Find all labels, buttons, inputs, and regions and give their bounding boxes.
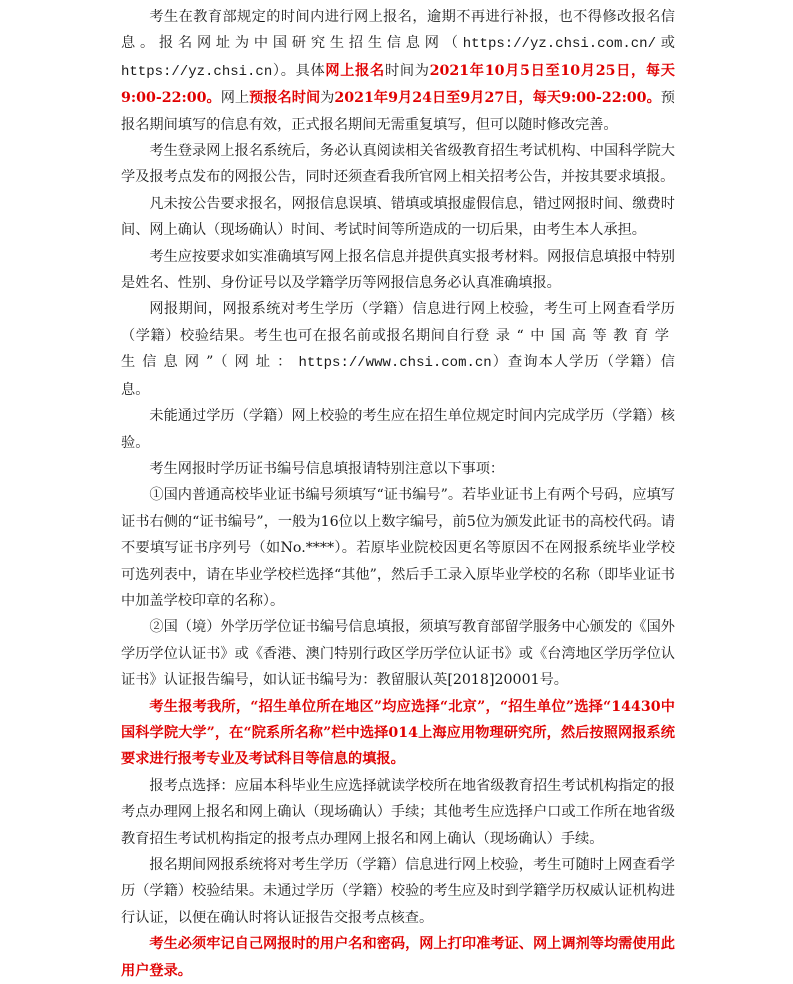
highlight-registration-dates: 2021年10月5日至10月25日，每天9:00-22:00。	[121, 62, 675, 107]
text: 网报期间，网报系统对考生学历（学籍）信息进行网上校验，考生可上网查看学历（学籍）校验结果。考生也可在报名前或报名期间自行	[121, 301, 675, 344]
link-url-yz-chsi-com-cn[interactable]: https://yz.chsi.com.cn/	[462, 36, 656, 53]
paragraph-foreign-certificate: ②国（境）外学历学位证书编号信息填报，须填写教育部留学服务中心颁发的《国外学历学位认证书》或《香港、澳门特别行政区学历学位认证书》或《台湾地区学历学位认证书》认证报告编号，如认证书编号为：教留服认英[2018]20001号。	[121, 619, 675, 689]
paragraph-exam-site: 报考点选择：应届本科毕业生应选择就读学校所在地省级教育招生考试机构指定的报考点办理网上报名和网上确认（现场确认）手续；其他考生应选择户口或工作所在地省级教育招生考试机构指定的报考点办理网上报名和网上确认（现场确认）手续。	[121, 777, 675, 847]
paragraph-registration-time	[121, 4, 675, 138]
paragraph-verification-deadline: 未能通过学历（学籍）网上校验的考生应在招生单位规定时间内完成学历（学籍）核验。	[121, 408, 675, 451]
paragraph-accurate-info: 考生应按要求如实准确填写网上报名信息并提供真实报考材料。网报信息填报中特别是姓名、性别、身份证号以及学籍学历等网报信息务必认真准确填报。	[121, 248, 675, 292]
paragraph-certificate-notes: 考生网报时学历证书编号信息填报请特别注意以下事项：	[149, 460, 505, 477]
paragraph-read-announcements: 考生登录网上报名系统后，务必认真阅读相关省级教育招生考试机构、中国科学院大学及报考点发布的网报公告，同时还须查看我所官网上相关招考公告，并按其要求填报。	[121, 143, 675, 186]
text: 预报名期间填写的信息有效，正式报名期间无需重复填写，但可以随时修改完善。	[121, 90, 675, 133]
highlight-online-registration: 网上报名	[325, 62, 385, 79]
highlight-pre-registration-dates: 2021年9月24日至9月27日，每天9:00-22:00。	[334, 90, 661, 107]
text: 网上	[220, 90, 250, 107]
paragraph-domestic-certificate: ①国内普通高校毕业证书编号须填写“证书编号”。若毕业证书上有两个号码，应填写证书右侧的“证书编号”，一般为16位以上数字编号，前5位为颁发此证书的高校代码。请不要填写证书序列号（如No.****）。若原毕业院校因更名等原因不在网报系统毕业学校可选列表中，请在毕业学校栏选择“其他”，然后手工录入原毕业学校的名称（即毕业证书中加盖学校印章的名称）。	[121, 487, 675, 609]
link-url-chsi[interactable]: https://www.chsi.com.cn	[298, 355, 492, 372]
text: ）。具体	[272, 62, 326, 79]
text: 登录“中国高等教育学生信息网”（网址：	[121, 327, 675, 371]
text: 或	[655, 35, 675, 52]
text: ）查询本人学历（学籍）信息。	[121, 354, 675, 398]
text: 时间为	[384, 62, 430, 79]
text: 为	[320, 90, 335, 107]
paragraph-consequences: 凡未按公告要求报名，网报信息误填、错填或填报虚假信息，错过网报时间、缴费时间、网上确认（现场确认）时间、考试时间等所造成的一切后果，由考生本人承担。	[121, 195, 675, 239]
paragraph-online-verification: 报名期间网报系统将对考生学历（学籍）信息进行网上校验，考生可随时上网查看学历（学籍）校验结果。未通过学历（学籍）校验的考生应及时到学籍学历权威认证机构进行认证，以便在确认时将认证报告交报考点核查。	[121, 857, 675, 926]
paragraph-institute-selection: 考生报考我所，“招生单位所在地区”均应选择“北京”，“招生单位”选择“14430中国科学院大学”，在“院系所名称”栏中选择014上海应用物理研究所，然后按照网报系统要求进行报考专业及考试科目等信息的填报。	[121, 698, 675, 768]
paragraph-remember-credentials: 考生必须牢记自己网报时的用户名和密码，网上打印准考证、网上调剂等均需使用此用户登录。	[121, 936, 675, 979]
paragraph-education-verification	[121, 296, 675, 403]
link-url-yz-chsi-cn[interactable]: https://yz.chsi.cn	[121, 63, 273, 80]
highlight-pre-registration: 预报名时间	[249, 90, 321, 107]
text: 考生在教育部规定的时间内进行网上报名，逾期不再进行补报，也不得修改报名信息。报名网址为中国研究生招生信息网（	[121, 9, 675, 52]
